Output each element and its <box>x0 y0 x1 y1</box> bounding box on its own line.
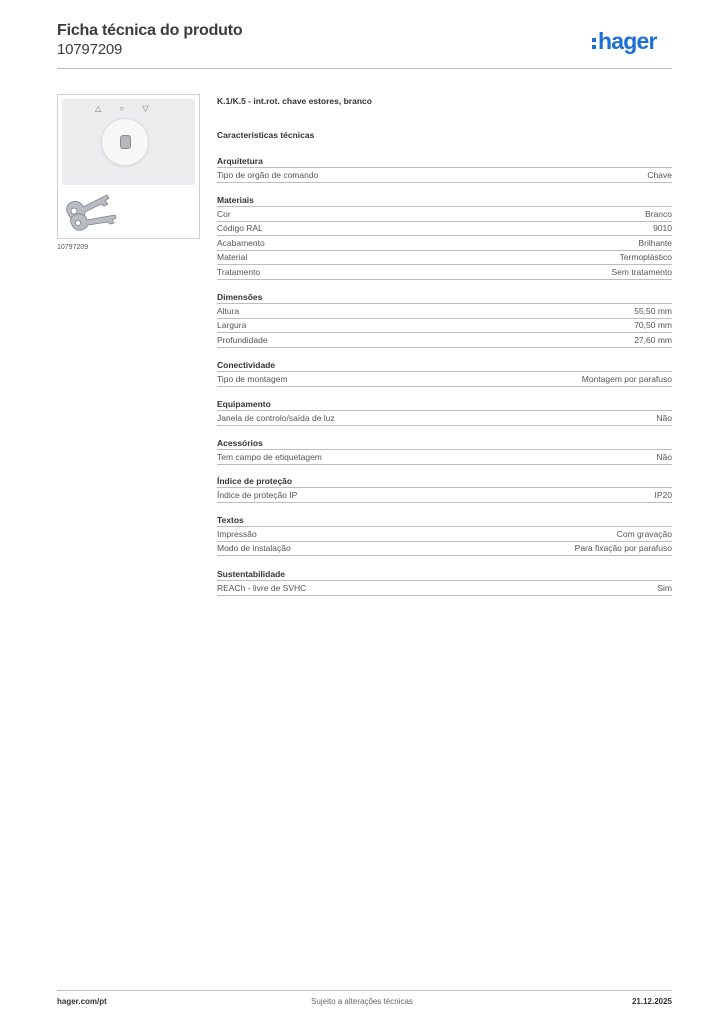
spec-label: Modo de instalação <box>217 543 291 554</box>
header-divider <box>57 68 672 69</box>
spec-section-conectividade <box>217 359 672 387</box>
spec-section-sustentabilidade <box>217 568 672 596</box>
section-title: Arquitetura <box>217 155 672 168</box>
spec-label: Impressão <box>217 528 257 539</box>
section-title: Conectividade <box>217 359 672 372</box>
logo-wordmark: hager <box>598 28 657 54</box>
spec-row <box>217 488 672 503</box>
spec-label: Cor <box>217 208 231 219</box>
section-title: Índice de proteção <box>217 475 672 488</box>
spec-section-dimensoes <box>217 291 672 348</box>
spec-row <box>217 450 672 465</box>
spec-row <box>217 236 672 251</box>
section-title: Equipamento <box>217 398 672 411</box>
section-title: Acessórios <box>217 437 672 450</box>
cover-plate <box>62 99 195 185</box>
footer-divider <box>57 990 672 991</box>
product-number: 10797209 <box>57 41 123 58</box>
spec-row <box>217 207 672 222</box>
spec-label: Material <box>217 252 248 263</box>
spec-label: Índice de proteção IP <box>217 489 298 500</box>
spec-value: Não <box>656 451 672 462</box>
spec-row <box>217 527 672 542</box>
spec-section-textos <box>217 514 672 556</box>
spec-label: Largura <box>217 320 247 331</box>
spec-value: Termoplástico <box>619 252 672 263</box>
product-image <box>57 94 200 239</box>
keyhole-icon <box>120 135 131 149</box>
spec-row <box>217 304 672 319</box>
spec-value: Com gravação <box>616 528 672 539</box>
spec-row <box>217 542 672 557</box>
spec-value: 55,50 mm <box>634 305 672 316</box>
spec-row <box>217 319 672 334</box>
product-name: K.1/K.5 - int.rot. chave estores, branco <box>217 96 372 106</box>
page-title: Ficha técnica do produto <box>57 22 243 39</box>
spec-row <box>217 581 672 596</box>
spec-row <box>217 222 672 237</box>
spec-value: Brilhante <box>638 237 672 248</box>
spec-label: Tem campo de etiquetagem <box>217 451 322 462</box>
spec-row <box>217 411 672 426</box>
section-title: Textos <box>217 514 672 527</box>
spec-value: 27,60 mm <box>634 334 672 345</box>
logo-dots-icon <box>592 38 596 49</box>
spec-label: Acabamento <box>217 237 265 248</box>
footer-date: 21.12.2025 <box>631 997 672 1006</box>
spec-value: Chave <box>647 169 672 180</box>
spec-section-acessorios <box>217 437 672 465</box>
spec-label: Altura <box>217 305 240 316</box>
spec-label: REACh - livre de SVHC <box>217 582 307 593</box>
spec-label: Tratamento <box>217 266 261 277</box>
hager-logo[interactable] <box>592 28 672 54</box>
spec-row <box>217 168 672 183</box>
spec-section-indice-protecao <box>217 475 672 503</box>
spec-section-materiais <box>217 194 672 280</box>
spec-label: Tipo de montagem <box>217 373 288 384</box>
spec-value: Branco <box>645 208 672 219</box>
section-title: Dimensões <box>217 291 672 304</box>
spec-label: Janela de controlo/saída de luz <box>217 412 335 423</box>
spec-row <box>217 372 672 387</box>
spec-row <box>217 251 672 266</box>
spec-row <box>217 265 672 280</box>
spec-value: Sim <box>657 582 672 593</box>
page-header <box>57 20 672 70</box>
spec-value: IP20 <box>654 489 672 500</box>
spec-label: Código RAL <box>217 223 263 234</box>
key-switch-knob <box>101 118 149 166</box>
section-title: Sustentabilidade <box>217 568 672 581</box>
spec-label: Profundidade <box>217 334 268 345</box>
footer-website-link[interactable]: hager.com/pt <box>57 997 107 1006</box>
spec-value: Montagem por parafuso <box>581 373 672 384</box>
spec-section-equipamento <box>217 398 672 426</box>
footer-notice: Sujeito a alterações técnicas <box>311 997 413 1006</box>
keys-icon <box>63 185 129 231</box>
spec-value: Sem tratamento <box>611 266 672 277</box>
spec-value: 70,50 mm <box>634 320 672 331</box>
plate-symbols: △ ○ ▽ <box>95 104 157 113</box>
spec-section-arquitetura <box>217 155 672 183</box>
spec-row <box>217 333 672 348</box>
section-title: Materiais <box>217 194 672 207</box>
spec-label: Tipo de orgão de comando <box>217 169 319 180</box>
specs-heading: Características técnicas <box>217 130 315 140</box>
spec-value: 9010 <box>653 223 672 234</box>
image-caption: 10797209 <box>57 244 89 251</box>
spec-value: Não <box>656 412 672 423</box>
spec-value: Para fixação por parafuso <box>574 543 672 554</box>
